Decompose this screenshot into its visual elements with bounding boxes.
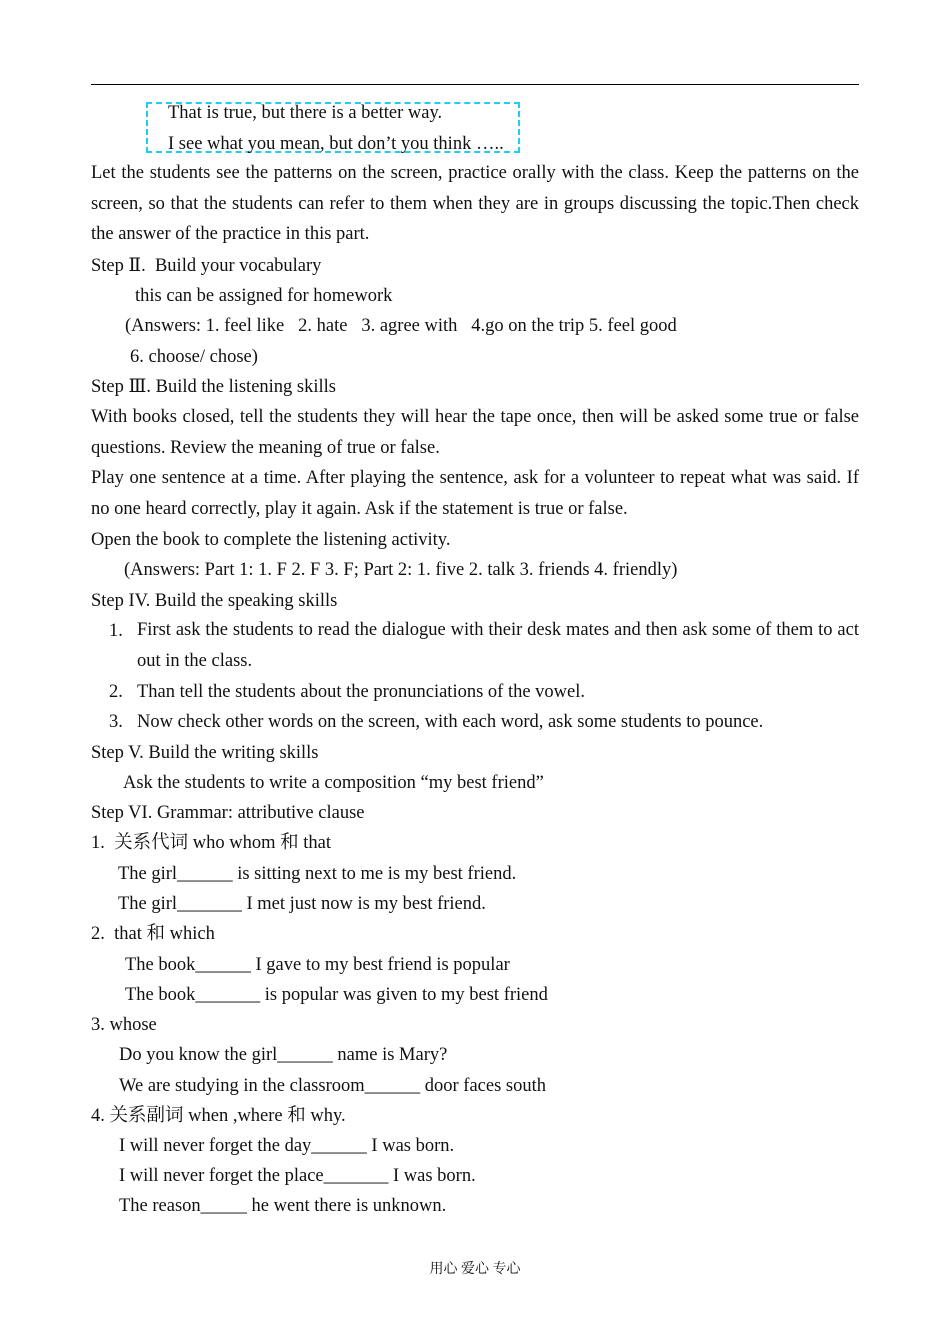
grammar-4-sentence-2: I will never forget the place_______ I was born.	[119, 1166, 476, 1186]
page-footer: 用心 爱心 专心	[429, 1262, 521, 1277]
intro-paragraph: Let the students see the patterns on the screen, practice orally with the class. Keep the patterns on the screen, so that the students can refer to them when they are in groups discussing the topic.Then check the answer of the practice in this part.	[91, 163, 859, 244]
grammar-2-sentence-2: The book_______ is popular was given to my best friend	[125, 985, 548, 1005]
step4-heading: Step IV. Build the speaking skills	[91, 591, 338, 611]
step2-answers-line1: (Answers: 1. feel like 2. hate 3. agree with 4.go on the trip 5. feel good	[125, 316, 677, 336]
grammar-2-sentence-1: The book______ I gave to my best friend is popular	[125, 955, 510, 975]
step4-item-3-number: 3.	[109, 712, 123, 732]
grammar-1-sentence-1: The girl______ is sitting next to me is my best friend.	[118, 864, 517, 884]
step2-answers-line2: 6. choose/ chose)	[130, 347, 258, 367]
grammar-3-sentence-1: Do you know the girl______ name is Mary?	[119, 1045, 448, 1065]
grammar-4-sentence-3: The reason_____ he went there is unknown.	[119, 1196, 447, 1216]
grammar-4-sentence-1: I will never forget the day______ I was born.	[119, 1136, 455, 1156]
step5-text: Ask the students to write a composition “my best friend”	[123, 773, 544, 793]
grammar-3-title: 3. whose	[91, 1015, 157, 1035]
grammar-4-title: 4. 关系副词 when ,where 和 why.	[91, 1106, 346, 1126]
step3-paragraph-3: Open the book to complete the listening activity.	[91, 530, 451, 550]
step3-paragraph-2: Play one sentence at a time. After playing the sentence, ask for a volunteer to repeat what was said. If no one heard correctly, play it again. Ask if the statement is true or false.	[91, 468, 859, 519]
step2-heading: Step Ⅱ. Build your vocabulary	[91, 256, 322, 276]
step5-heading: Step V. Build the writing skills	[91, 743, 319, 763]
step4-item-2-text: Than tell the students about the pronunciations of the vowel.	[137, 682, 586, 702]
step4-item-1-number: 1.	[109, 621, 123, 641]
box-line-2: I see what you mean, but don’t you think …..	[168, 134, 504, 154]
step2-note: this can be assigned for homework	[135, 286, 393, 306]
grammar-2-title: 2. that 和 which	[91, 924, 215, 944]
step4-item-1-text: First ask the students to read the dialogue with their desk mates and then ask some of them to act out in the class.	[137, 620, 859, 671]
grammar-3-sentence-2: We are studying in the classroom______ door faces south	[119, 1076, 546, 1096]
step3-answers: (Answers: Part 1: 1. F 2. F 3. F; Part 2: 1. five 2. talk 3. friends 4. friendly)	[124, 560, 678, 580]
step3-heading: Step Ⅲ. Build the listening skills	[91, 377, 336, 397]
grammar-1-sentence-2: The girl_______ I met just now is my best friend.	[118, 894, 486, 914]
grammar-1-title: 1. 关系代词 who whom 和 that	[91, 833, 331, 853]
step6-heading: Step VI. Grammar: attributive clause	[91, 803, 365, 823]
header-rule	[91, 84, 859, 85]
step4-item-2-number: 2.	[109, 682, 123, 702]
step3-paragraph-1: With books closed, tell the students they will hear the tape once, then will be asked some true or false questions. Review the meaning of true or false.	[91, 407, 859, 458]
step4-item-3-text: Now check other words on the screen, with each word, ask some students to pounce.	[137, 712, 764, 732]
box-line-1: That is true, but there is a better way.	[168, 103, 443, 123]
